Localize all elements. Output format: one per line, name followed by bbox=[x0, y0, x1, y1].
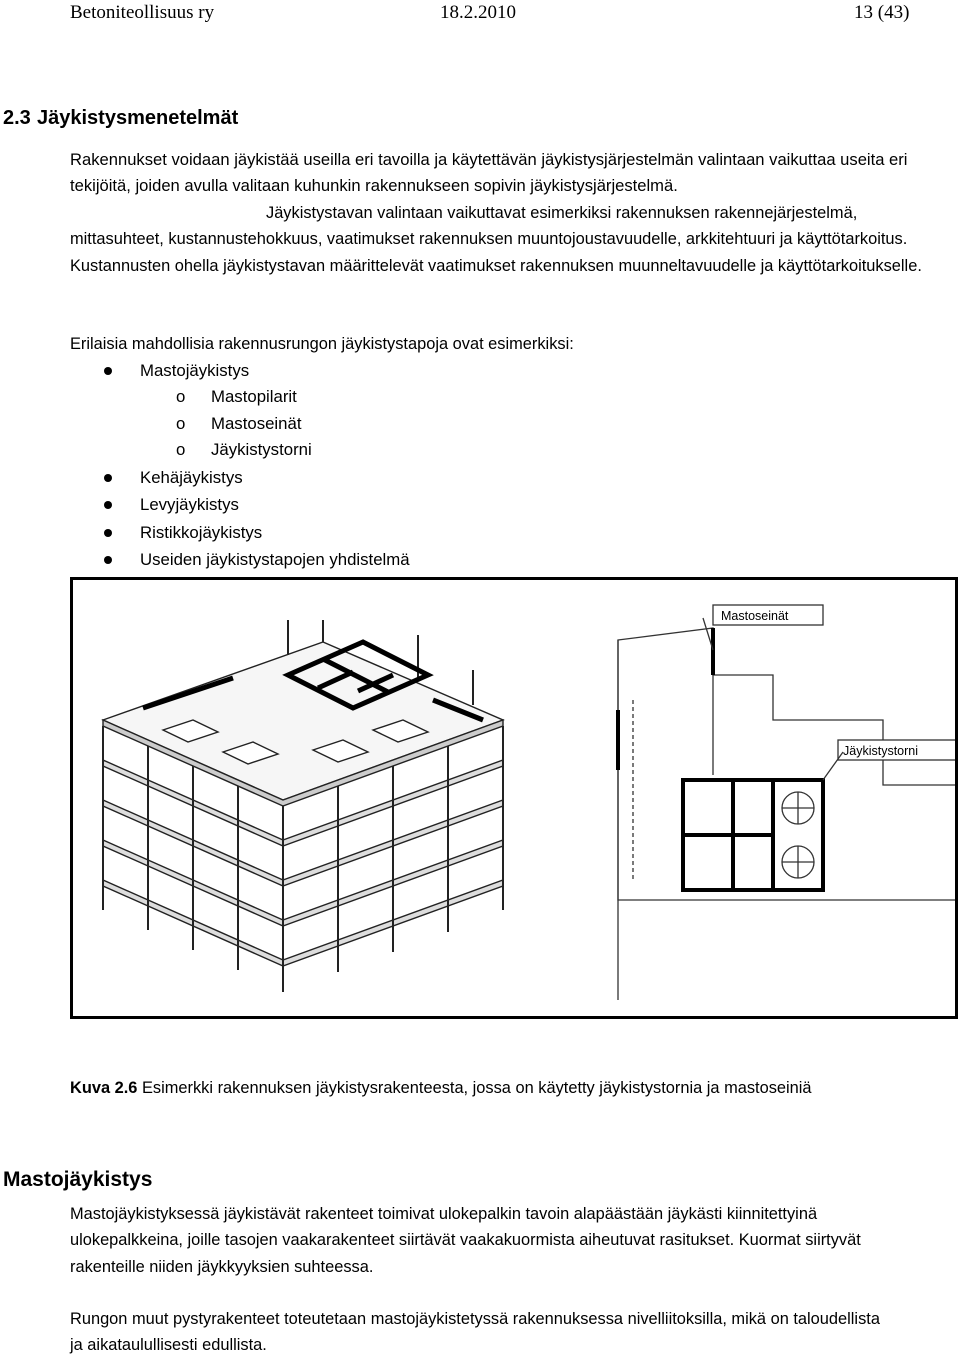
sub-bullet: o bbox=[176, 387, 186, 406]
subsection-heading: Mastojäykistys bbox=[3, 1168, 153, 1191]
intro-paragraph bbox=[70, 147, 942, 200]
list-item-kehajaykistys: Kehäjäykistys bbox=[140, 468, 243, 487]
subsection-paragraph-1: Mastojäykistyksessä jäykistävät rakenteet toimivat ulokepalkin tavoin alapäästään jäykästi kiinnitettyinä ulokepalkkeina, joille tasojen vaakarakenteet siirtävät vaakakuormista aiheutuvat rasitukset. Kuormat siirtyvät rakenteille niiden jäykkyyksien suhteessa. bbox=[70, 1205, 861, 1276]
subsection-paragraph-2: Rungon muut pystyrakenteet toteutetaan mastojäykistetyssä rakennuksessa nivelliitoksilla, mikä on taloudellista ja aikataulullisesti edullista. bbox=[70, 1310, 880, 1355]
bullet-dot bbox=[104, 367, 112, 375]
bullet-dot bbox=[104, 556, 112, 564]
header-organization: Betoniteollisuus ry bbox=[70, 2, 215, 23]
label-jaykistystorni: Jäykistystorni bbox=[843, 744, 919, 758]
section-heading bbox=[3, 107, 238, 130]
sub-item-jaykistystorni: Jäykistystorni bbox=[211, 440, 312, 459]
section-title: Jäykistysmenetelmät bbox=[37, 107, 239, 129]
intro-paragraph-continued: Jäykistystavan valintaan vaikuttavat esimerkiksi rakennuksen rakennejärjestelmä, mittasuhteet, kustannustehokkuus, vaatimukset rakennuksen muuntojoustavuudelle, arkkitehtuuri ja käyttötarkoitus. Kustannusten ohella jäykistystavan määrittelevät vaatimukset rakennuksen muunneltavuudelle ja käyttötarkoitukselle. bbox=[70, 204, 922, 275]
bullet-dot bbox=[104, 529, 112, 537]
list-item-mastojaykistys: Mastojäykistys bbox=[140, 361, 250, 380]
header-date: 18.2.2010 bbox=[440, 2, 516, 23]
bullet-dot bbox=[104, 474, 112, 482]
intro-paragraph-part1: Rakennukset voidaan jäykistää useilla eri tavoilla ja käytettävän jäykistysjärjestelmän valintaan vaikuttaa useita eri tekijöitä, joiden avulla valitaan kuhunkin rakennukseen sopivin jäykistysjärjestelmä. bbox=[70, 150, 908, 196]
header-page-number: 13 (43) bbox=[854, 2, 910, 23]
building-drawings bbox=[73, 580, 955, 1016]
list-item-levyjaykistys: Levyjäykistys bbox=[140, 495, 239, 514]
list-item-ristikkojaykistys: Ristikkojäykistys bbox=[140, 523, 263, 542]
sub-bullet: o bbox=[176, 414, 186, 433]
figure-frame bbox=[70, 577, 958, 1019]
caption-text: Esimerkki rakennuksen jäykistysrakenteesta, jossa on käytetty jäykistystornia ja mastoseiniä bbox=[141, 1079, 812, 1097]
sub-item-mastoseinat: Mastoseinät bbox=[211, 414, 302, 433]
list-item-yhdistelma: Useiden jäykistystapojen yhdistelmä bbox=[140, 550, 410, 569]
figure-caption bbox=[70, 1075, 870, 1101]
section-number: 2.3 bbox=[3, 107, 31, 129]
isometric-building bbox=[103, 620, 503, 992]
bullet-dot bbox=[104, 501, 112, 509]
sub-item-mastopilarit: Mastopilarit bbox=[211, 387, 297, 406]
label-mastoseinat: Mastoseinät bbox=[721, 609, 789, 623]
plan-view bbox=[618, 605, 955, 1000]
sub-bullet: o bbox=[176, 440, 186, 459]
floor-slabs bbox=[103, 642, 503, 966]
caption-label: Kuva 2.6 bbox=[70, 1079, 138, 1097]
list-lead: Erilaisia mahdollisia rakennusrungon jäykistystapoja ovat esimerkiksi: bbox=[70, 335, 574, 353]
